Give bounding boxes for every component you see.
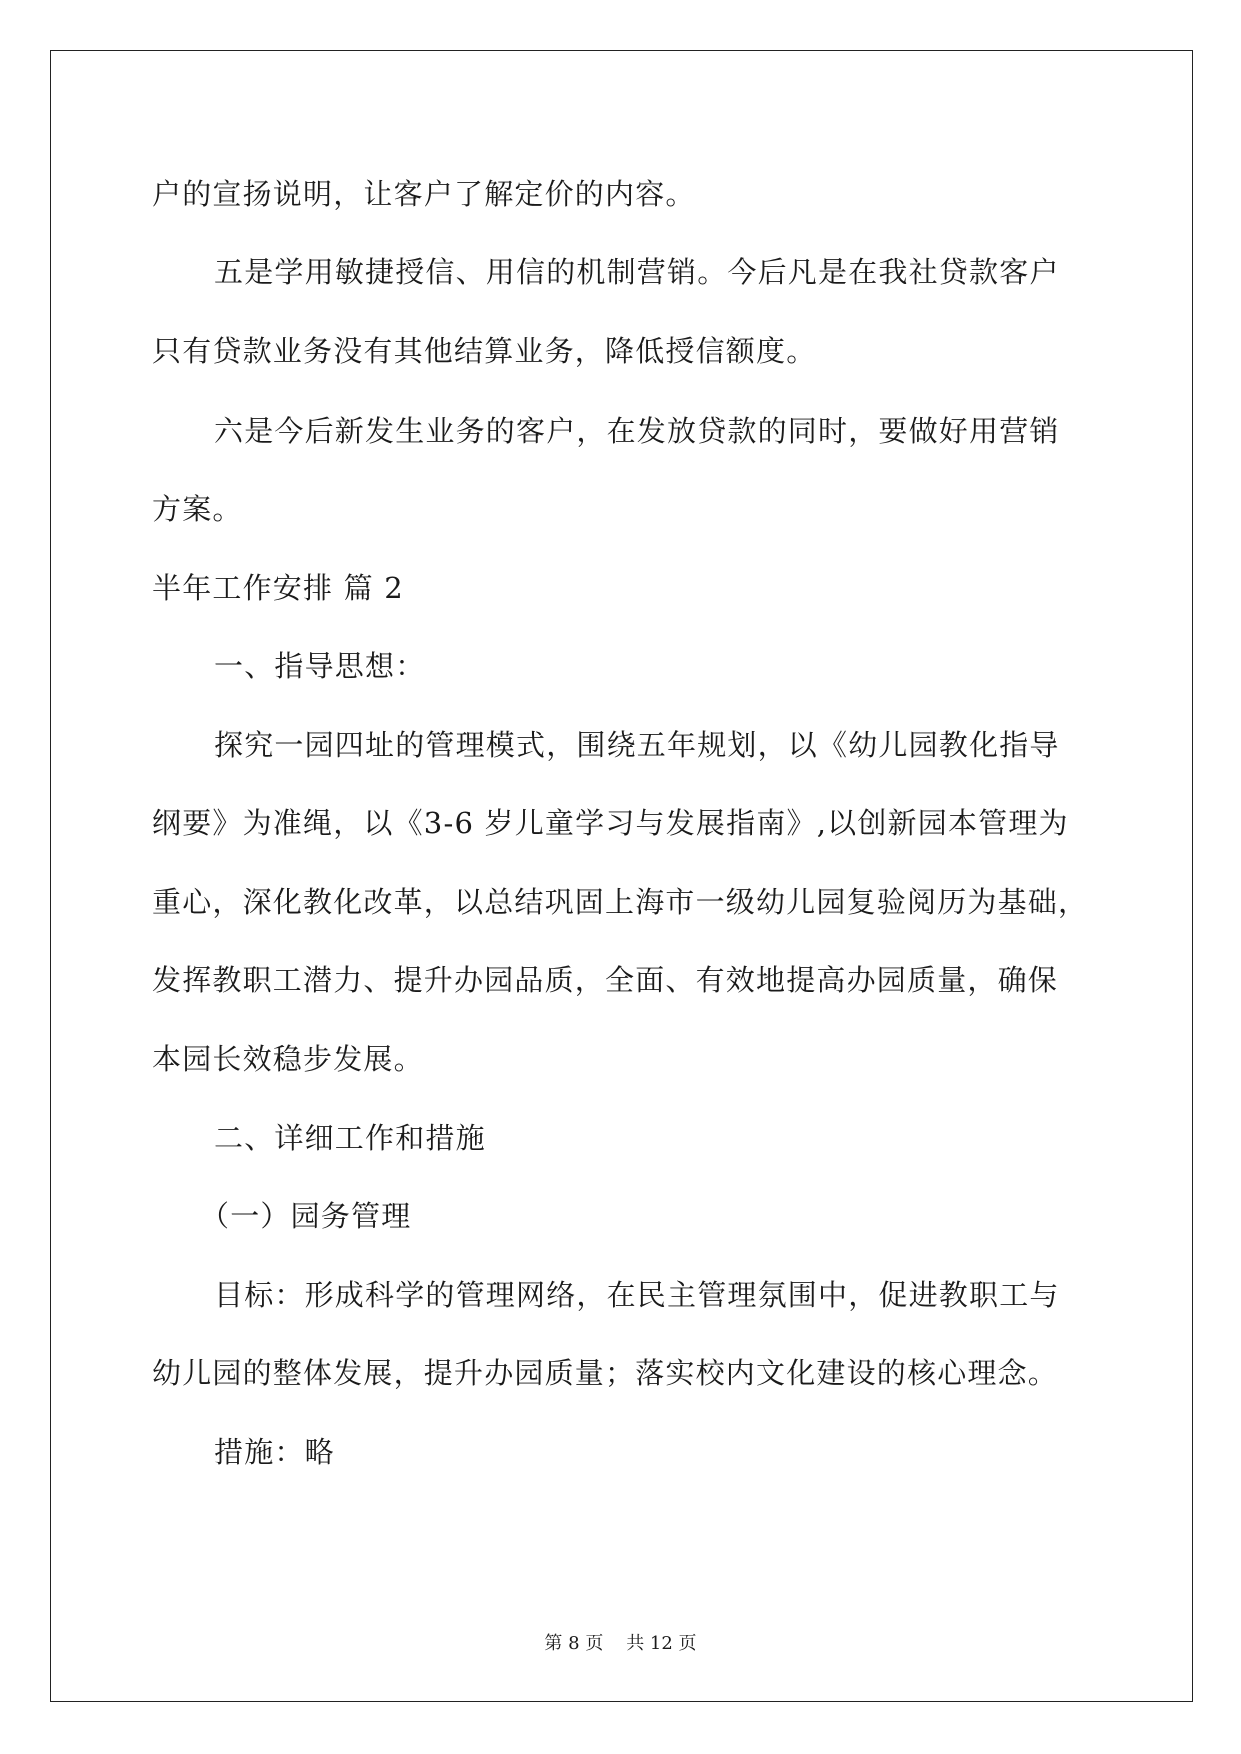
paragraph-line: 发挥教职工潜力、提升办园品质，全面、有效地提高办园质量，确保 xyxy=(152,963,1059,997)
paragraph-line: 本园长效稳步发展。 xyxy=(152,1042,424,1076)
paragraph-line: 六是今后新发生业务的客户，在发放贷款的同时，要做好用营销 xyxy=(214,414,1060,448)
paragraph-line: 五是学用敏捷授信、用信的机制营销。今后凡是在我社贷款客户 xyxy=(214,255,1060,289)
subsection-heading: 一、指导思想： xyxy=(214,649,426,683)
paragraph-line: 幼儿园的整体发展，提升办园质量；落实校内文化建设的核心理念。 xyxy=(152,1356,1059,1390)
paragraph-line: 探究一园四址的管理模式，围绕五年规划，以《幼儿园教化指导 xyxy=(214,728,1060,762)
subsection-heading: 二、详细工作和措施 xyxy=(214,1121,486,1155)
paragraph-line: 措施：略 xyxy=(214,1435,335,1469)
paragraph-line: 方案。 xyxy=(152,492,243,526)
page-number: 第 8 页 共 12 页 xyxy=(544,1633,697,1654)
paragraph-line: 只有贷款业务没有其他结算业务，降低授信额度。 xyxy=(152,334,817,368)
subsection-heading: （一）园务管理 xyxy=(200,1199,412,1233)
paragraph-line: 纲要》为准绳，以《3-6 岁儿童学习与发展指南》,以创新园本管理为 xyxy=(152,806,1069,840)
section-heading: 半年工作安排 篇 2 xyxy=(152,571,404,605)
paragraph-line: 重心，深化教化改革，以总结巩固上海市一级幼儿园复验阅历为基础， xyxy=(152,885,1089,919)
paragraph-line: 目标：形成科学的管理网络，在民主管理氛围中，促进教职工与 xyxy=(214,1278,1060,1312)
paragraph-line: 户的宣扬说明，让客户了解定价的内容。 xyxy=(152,177,696,211)
